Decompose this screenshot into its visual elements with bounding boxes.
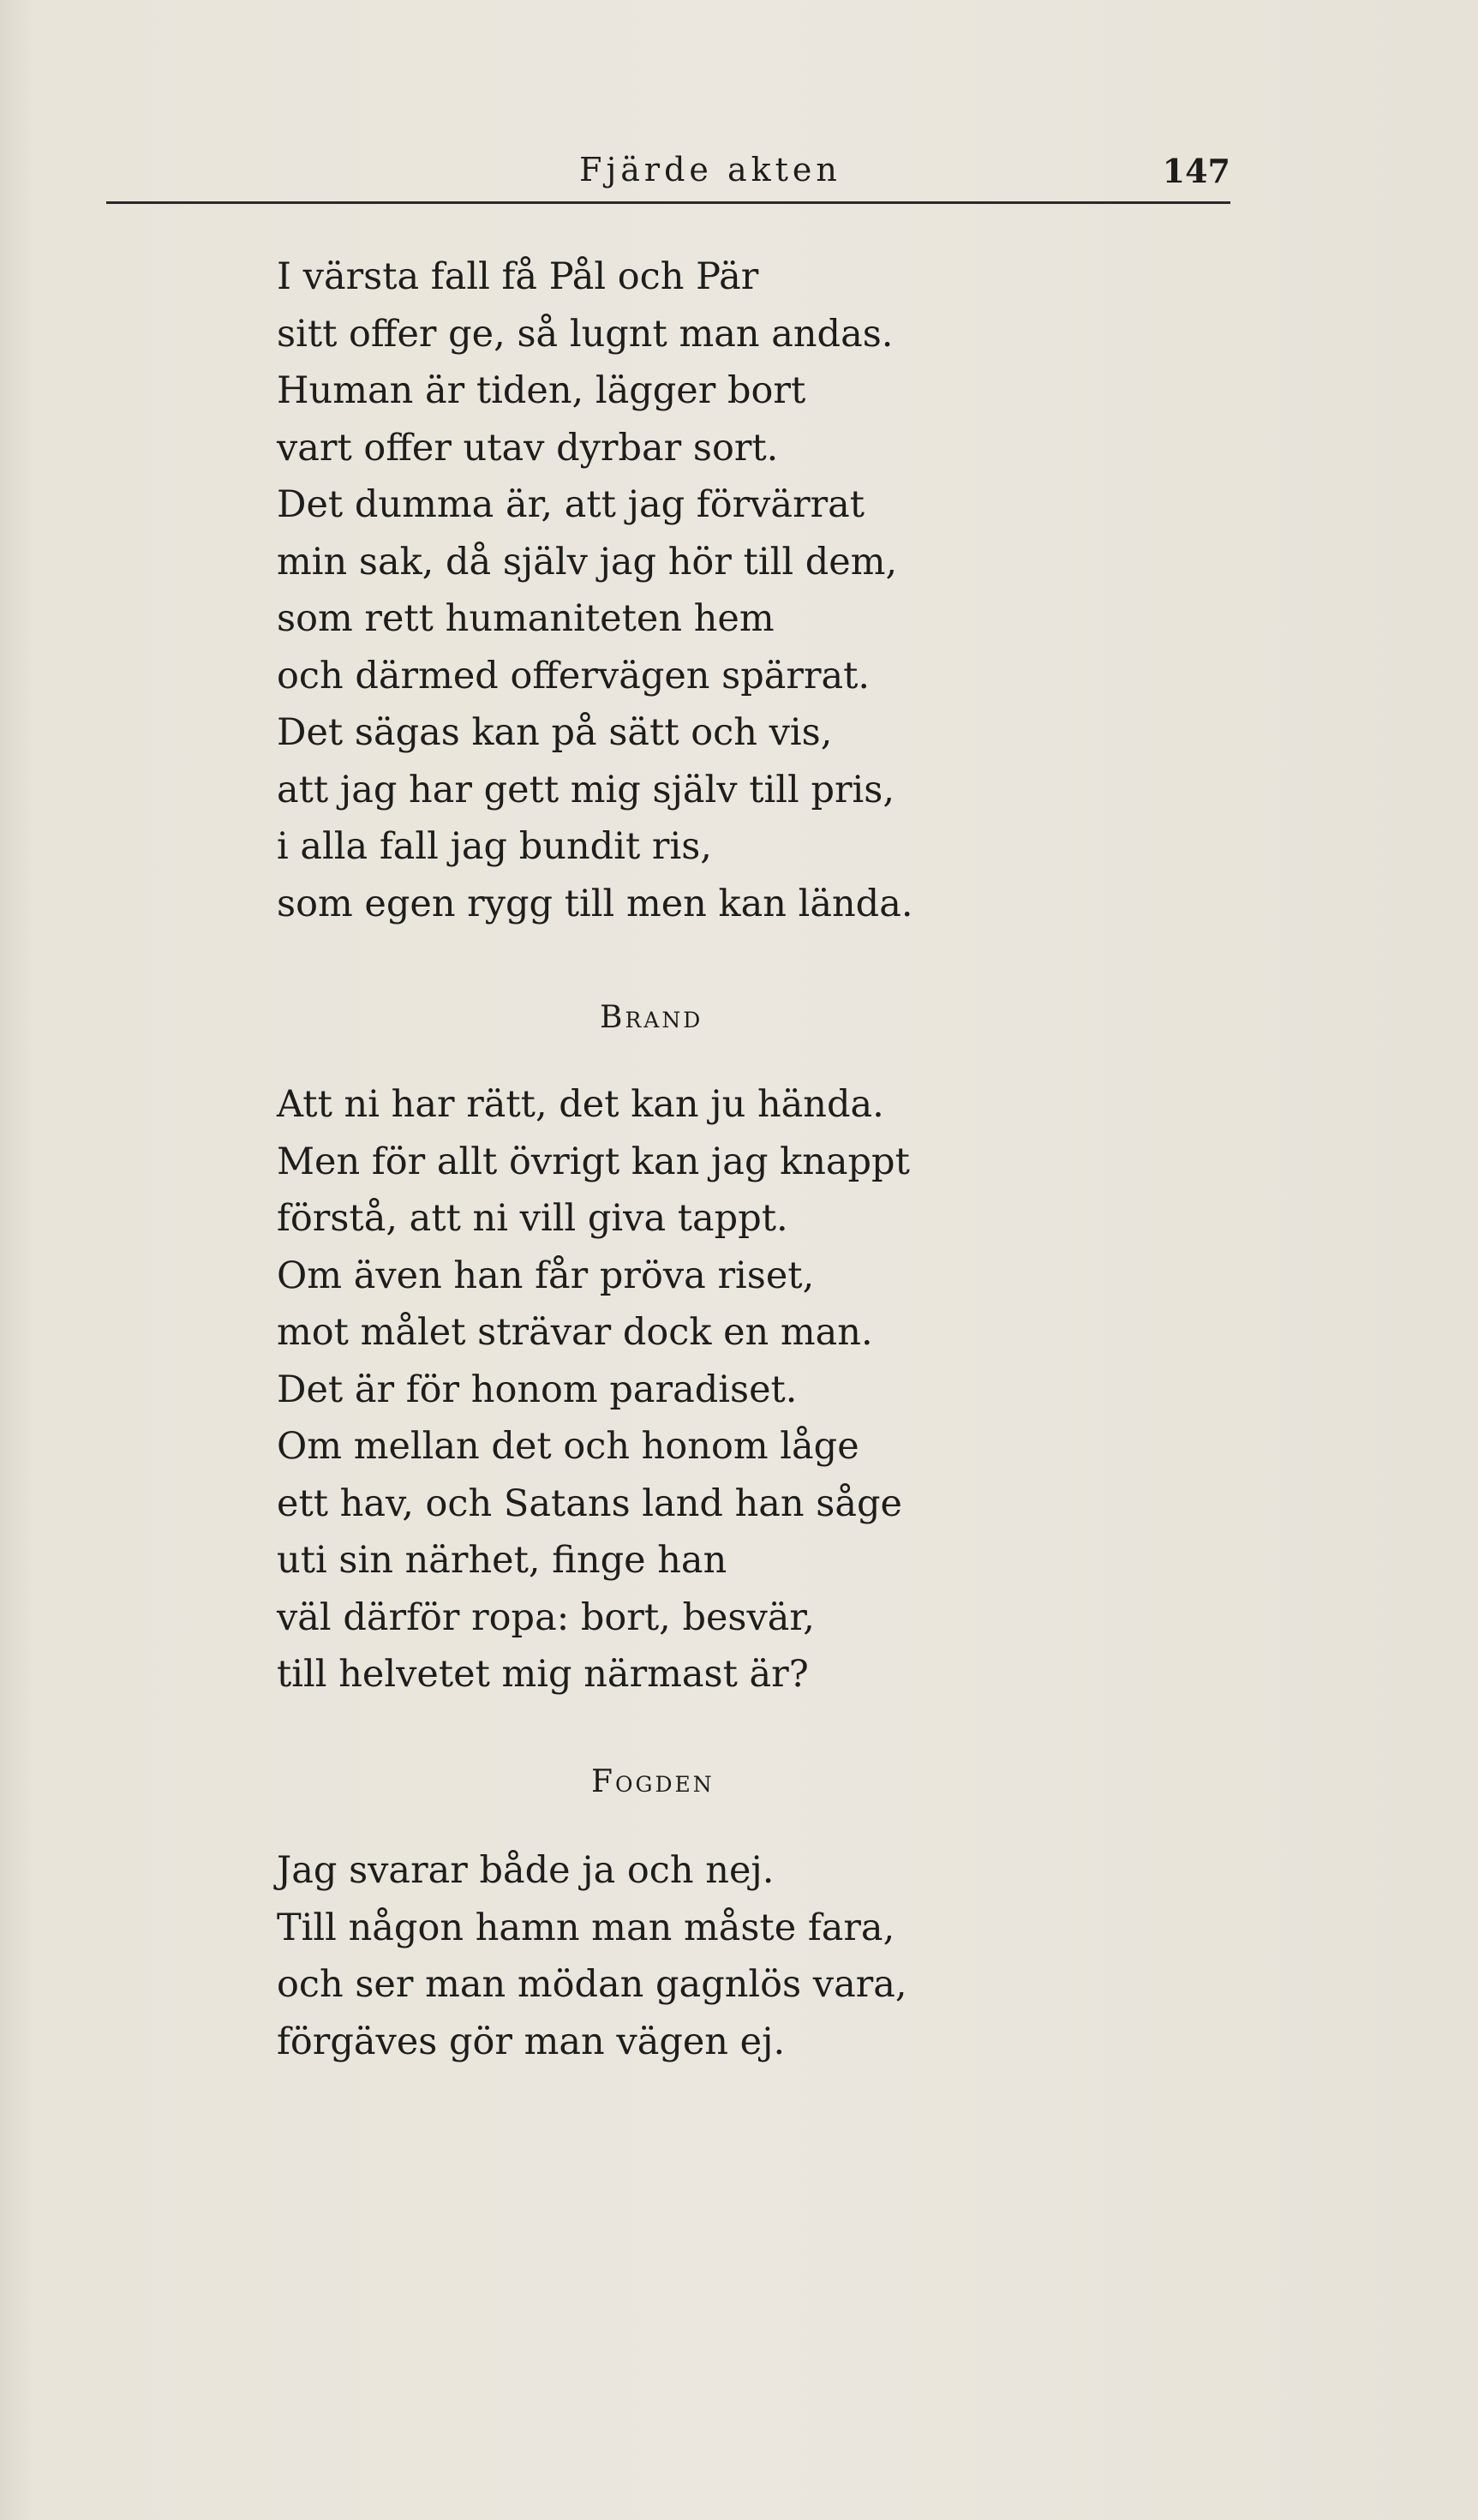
- verse-line: och ser man mödan gagnlös vara,: [277, 1963, 907, 2006]
- speaker-name-brand: Brand: [600, 1000, 703, 1035]
- verse-line: som egen rygg till men kan lända.: [277, 882, 913, 925]
- verse-stanza: [277, 1842, 1219, 2070]
- verse-line: Till någon hamn man måste fara,: [277, 1906, 895, 1949]
- verse-line: I värsta fall få Pål och Pär: [277, 255, 759, 298]
- page-number: 147: [1162, 152, 1230, 190]
- running-title: Fjärde akten: [579, 151, 841, 189]
- verse-line: Det dumma är, att jag förvärrat: [277, 483, 865, 526]
- verse-line: Human är tiden, lägger bort: [277, 369, 806, 412]
- verse-line: Men för allt övrigt kan jag knappt: [277, 1140, 910, 1183]
- verse-line: och därmed offervägen spärrat.: [277, 654, 871, 697]
- verse-stanza: [277, 1076, 1219, 1703]
- page-header: [106, 144, 1230, 204]
- verse-line: Om även han får pröva riset,: [277, 1254, 815, 1297]
- verse-line: som rett humaniteten hem: [277, 597, 775, 640]
- verse-line: vart offer utav dyrbar sort.: [277, 426, 779, 470]
- verse-line: min sak, då själv jag hör till dem,: [277, 540, 898, 584]
- verse-line: till helvetet mig närmast är?: [277, 1653, 809, 1696]
- verse-line: förgäves gör man vägen ej.: [277, 2020, 786, 2063]
- verse-line: Om mellan det och honom låge: [277, 1425, 859, 1468]
- verse-line: uti sin närhet, finge han: [277, 1539, 727, 1582]
- verse-line: förstå, att ni vill giva tappt.: [277, 1197, 788, 1240]
- verse-line: Att ni har rätt, det kan ju hända.: [277, 1083, 884, 1126]
- verse-line: Det är för honom paradiset.: [277, 1368, 798, 1411]
- verse-line: sitt offer ge, så lugnt man andas.: [277, 312, 894, 356]
- verse-line: väl därför ropa: bort, besvär,: [277, 1595, 815, 1639]
- header-rule: [106, 201, 1230, 204]
- verse-line: att jag har gett mig själv till pris,: [277, 768, 895, 811]
- verse-line: ett hav, och Satans land han såge: [277, 1481, 902, 1525]
- verse-line: i alla fall jag bundit ris,: [277, 825, 712, 868]
- verse-stanza: [277, 248, 1219, 932]
- speaker-name-fogden: Fogden: [591, 1764, 715, 1799]
- verse-line: Det sägas kan på sätt och vis,: [277, 711, 833, 754]
- verse-line: mot målet strävar dock en man.: [277, 1311, 873, 1354]
- verse-line: Jag svarar både ja och nej.: [277, 1849, 775, 1892]
